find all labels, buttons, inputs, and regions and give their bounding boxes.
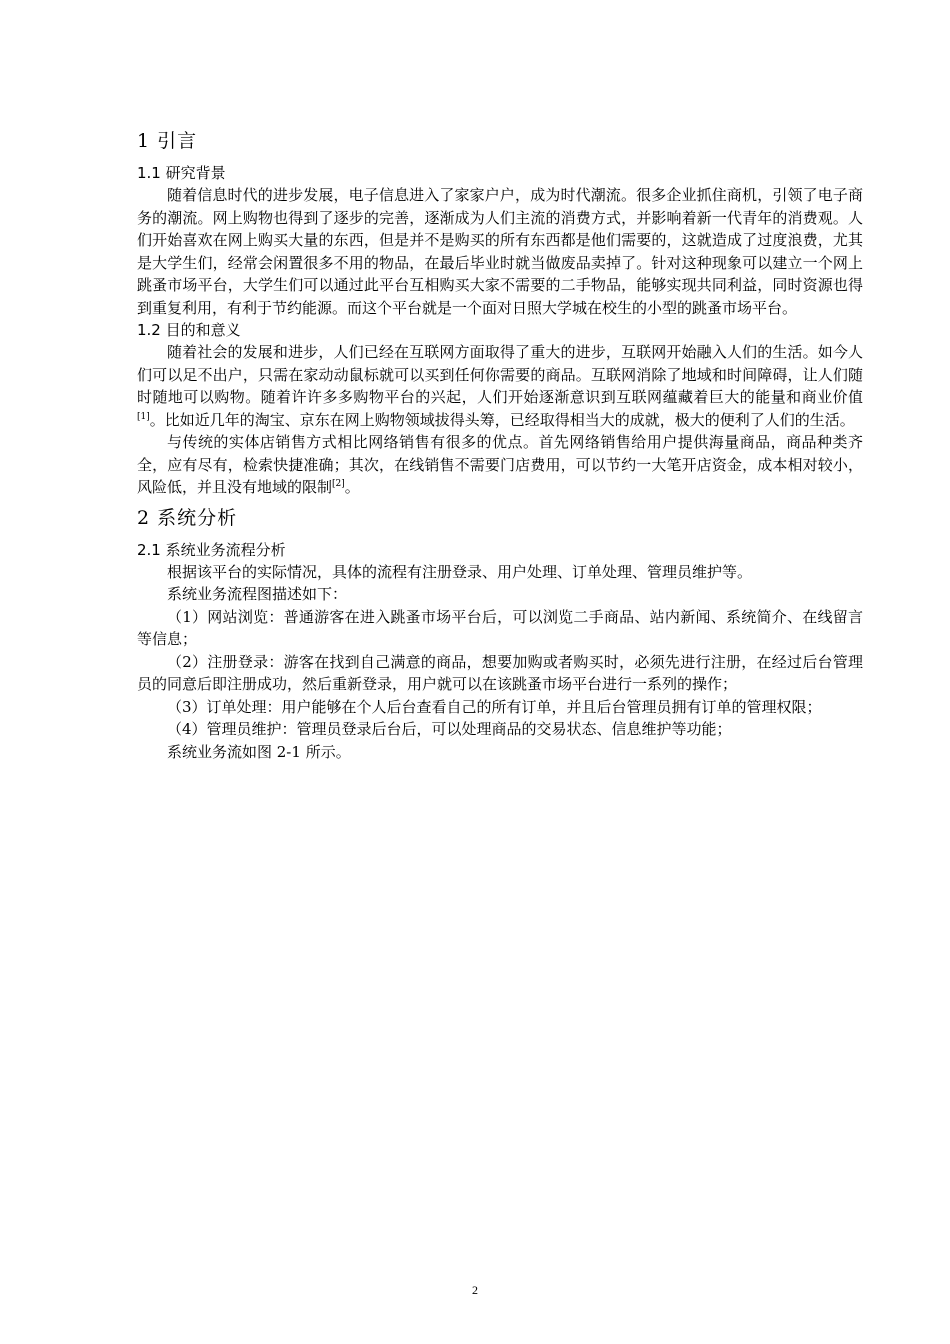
citation-ref-2: [2] <box>332 479 345 489</box>
section-1-heading: 1 引言 <box>137 130 198 152</box>
page-number: 2 <box>472 1283 478 1297</box>
section-2-1-paragraph-1: 根据该平台的实际情况，具体的流程有注册登录、用户处理、订单处理、管理员维护等。 <box>167 562 753 581</box>
paragraph-text-tail: 。 <box>344 478 360 496</box>
section-2-1-paragraph-3: 系统业务流如图 2-1 所示。 <box>167 742 351 761</box>
citation-ref-1: [1] <box>137 411 150 422</box>
section-2-heading: 2 系统分析 <box>137 506 238 529</box>
section-1-2-heading: 1.2 目的和意义 <box>137 321 241 339</box>
paragraph-text: 随着社会的发展和进步，人们已经在互联网方面取得了重大的进步，互联网开始融入人们的生活。如今人们可以足不出户，只需在家动动鼠标就可以买到任何你需要的商品。互联网消除了地域和时间障碍，让人们随时随地可以购物。随着许许多多购物平台的兴起，人们开始逐渐意识到互联网蕴藏着巨大的能量和商业价值 <box>137 343 863 406</box>
section-2-1-item-1: （1）网站浏览：普通游客在进入跳蚤市场平台后，可以浏览二手商品、站内新闻、系统简介、在线留言等信息； <box>137 607 863 648</box>
section-2-1-item-3: （3）订单处理：用户能够在个人后台查看自己的所有订单，并且后台管理员拥有订单的管理权限； <box>167 697 822 716</box>
paragraph-text-tail: 。比如近几年的淘宝、京东在网上购物领域拔得头筹，已经取得相当大的成就，极大的便利了人们的生活。 <box>149 410 855 429</box>
document-body <box>137 128 863 763</box>
section-2-1-item-4: （4）管理员维护：管理员登录后台后，可以处理商品的交易状态、信息维护等功能； <box>167 720 732 738</box>
paragraph-text: 与传统的实体店销售方式相比网络销售有很多的优点。首先网络销售给用户提供海量商品，商品种类齐全，应有尽有，检索快捷准确；其次，在线销售不需要门店费用，可以节约一大笔开店资金，成本相对较小，风险低，并且没有地域的限制 <box>137 433 863 496</box>
section-1-1-paragraph: 随着信息时代的进步发展，电子信息进入了家家户户，成为时代潮流。很多企业抓住商机，引领了电子商务的潮流。网上购物也得到了逐步的完善，逐渐成为人们主流的消费方式，并影响着新一代青年的消费观。人们开始喜欢在网上购买大量的东西，但是并不是购买的所有东西都是他们需要的，这就造成了过度浪费，尤其是大学生们，经常会闲置很多不用的物品，在最后毕业时就当做废品卖掉了。针对这种现象可以建立一个网上跳蚤市场平台，大学生们可以通过此平台互相购买大家不需要的二手物品，能够实现共同利益，同时资源也得到重复利用，有利于节约能源。而这个平台就是一个面对日照大学城在校生的小型的跳蚤市场平台。 <box>137 186 863 317</box>
section-2-1-item-2: （2）注册登录：游客在找到自己满意的商品，想要加购或者购买时，必须先进行注册，在经过后台管理员的同意后即注册成功，然后重新登录，用户就可以在该跳蚤市场平台进行一系列的操作； <box>137 652 863 693</box>
section-1-1-heading: 1.1 研究背景 <box>137 164 226 182</box>
section-1-2-paragraph-1 <box>137 341 863 431</box>
section-1-2-paragraph-2 <box>137 431 863 499</box>
section-2-1-paragraph-2: 系统业务流程图描述如下： <box>167 585 348 603</box>
section-2-1-heading: 2.1 系统业务流程分析 <box>137 540 286 559</box>
